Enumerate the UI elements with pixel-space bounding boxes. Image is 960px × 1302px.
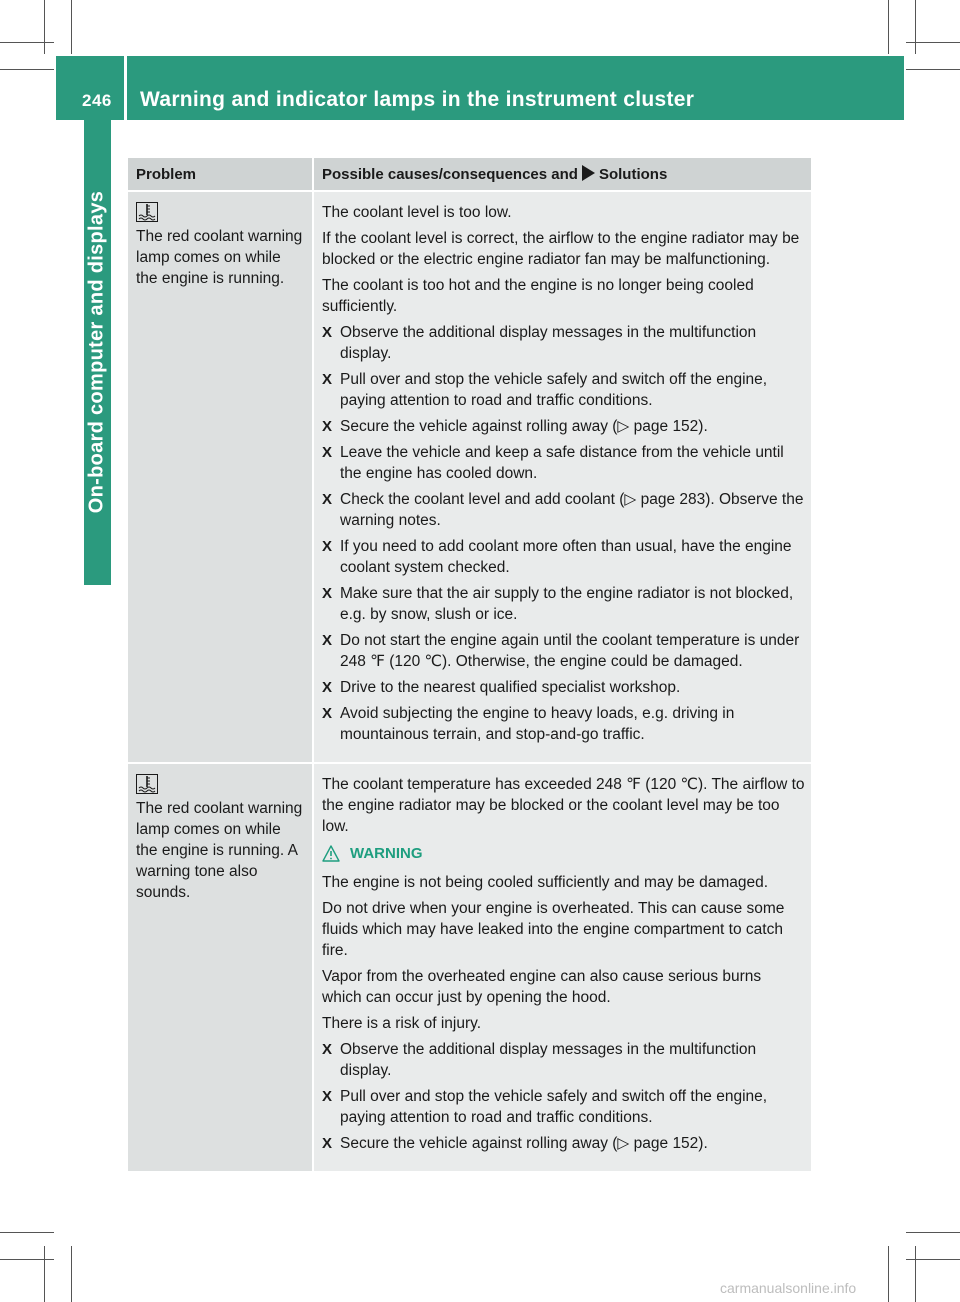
warning-lamp-table	[128, 158, 811, 1171]
action-bullet-icon: X	[322, 444, 333, 461]
crop-mark	[906, 69, 960, 70]
action-item	[322, 677, 805, 698]
page-title: Warning and indicator lamps in the instrument cluster	[140, 88, 695, 111]
crop-mark	[888, 0, 889, 54]
action-text: Drive to the nearest qualified specialist workshop.	[340, 679, 681, 696]
problem-text: The red coolant warning lamp comes on while the engine is running.	[136, 228, 303, 287]
action-text: Pull over and stop the vehicle safely and switch off the engine, paying attention to road and traffic conditions.	[340, 371, 768, 409]
column-header-problem: Problem	[128, 158, 314, 190]
action-item	[322, 583, 805, 625]
crop-mark	[71, 1246, 72, 1302]
crop-mark	[44, 0, 45, 54]
table-header-row	[128, 158, 811, 190]
warning-label: WARNING	[350, 845, 423, 862]
warning-heading	[322, 843, 805, 864]
warning-text: Vapor from the overheated engine can also cause serious burns which can occur just by opening the hood.	[322, 968, 762, 1006]
action-arrow-icon	[582, 165, 595, 181]
problem-text: The red coolant warning lamp comes on while the engine is running. A warning tone also sounds.	[136, 800, 303, 901]
action-bullet-icon: X	[322, 705, 333, 722]
solution-cell	[314, 190, 811, 762]
cause-text: The coolant level is too low.	[322, 204, 512, 221]
column-header-solutions-suffix: Solutions	[598, 166, 668, 183]
action-item	[322, 416, 805, 437]
action-item	[322, 1133, 805, 1154]
action-bullet-icon: X	[322, 1041, 333, 1058]
action-bullet-icon: X	[322, 418, 333, 435]
action-item	[322, 630, 805, 672]
header-divider	[124, 56, 127, 120]
action-bullet-icon: X	[322, 585, 333, 602]
crop-mark	[0, 69, 54, 70]
action-text: Observe the additional display messages in the multifunction display.	[340, 1041, 757, 1079]
action-item	[322, 369, 805, 411]
column-header-solutions-text: Possible causes/consequences and	[322, 166, 578, 183]
cause-text: The coolant temperature has exceeded 248 ℉ (120 ℃). The airflow to the engine radiator may be blocked or the coolant level may be too low.	[322, 776, 805, 835]
crop-mark	[906, 1232, 960, 1233]
action-text: Make sure that the air supply to the engine radiator is not blocked, e.g. by snow, slush or ice.	[340, 585, 794, 623]
action-bullet-icon: X	[322, 538, 333, 555]
action-text: If you need to add coolant more often than usual, have the engine coolant system checked.	[340, 538, 792, 576]
coolant-temperature-icon	[136, 202, 158, 222]
action-text: Check the coolant level and add coolant (▷ page 283). Observe the warning notes.	[340, 491, 804, 529]
action-text: Avoid subjecting the engine to heavy loads, e.g. driving in mountainous terrain, and stop-and-go traffic.	[340, 705, 735, 743]
action-item	[322, 1086, 805, 1128]
action-bullet-icon: X	[322, 1088, 333, 1105]
problem-cell	[128, 190, 314, 762]
crop-mark	[888, 1246, 889, 1302]
crop-mark	[0, 1232, 54, 1233]
warning-text: The engine is not being cooled sufficiently and may be damaged.	[322, 874, 769, 891]
action-item	[322, 322, 805, 364]
crop-mark	[915, 1246, 916, 1302]
warning-triangle-icon	[322, 845, 340, 862]
action-item	[322, 536, 805, 578]
crop-mark	[71, 0, 72, 54]
problem-cell	[128, 762, 314, 1171]
cause-text: If the coolant level is correct, the airflow to the engine radiator may be blocked or the electric engine radiator fan may be malfunctioning.	[322, 230, 800, 268]
action-text: Observe the additional display messages in the multifunction display.	[340, 324, 757, 362]
crop-mark	[915, 0, 916, 54]
crop-mark	[0, 42, 54, 43]
action-item	[322, 703, 805, 745]
action-item	[322, 489, 805, 531]
action-bullet-icon: X	[322, 324, 333, 341]
page-number: 246	[82, 91, 112, 110]
action-item	[322, 442, 805, 484]
solution-cell	[314, 762, 811, 1171]
crop-mark	[44, 1246, 45, 1302]
action-bullet-icon: X	[322, 491, 333, 508]
column-header-solutions	[314, 158, 811, 190]
action-bullet-icon: X	[322, 679, 333, 696]
action-text: Leave the vehicle and keep a safe distance from the vehicle until the engine has cooled down.	[340, 444, 784, 482]
action-text: Secure the vehicle against rolling away (▷ page 152).	[340, 1135, 708, 1152]
action-text: Do not start the engine again until the coolant temperature is under 248 ℉ (120 ℃). Otherwise, the engine could be damaged.	[340, 632, 800, 670]
table-row	[128, 190, 811, 762]
side-tab-label: On-board computer and displays	[85, 190, 108, 514]
crop-mark	[0, 1259, 54, 1260]
action-text: Secure the vehicle against rolling away (▷ page 152).	[340, 418, 708, 435]
action-bullet-icon: X	[322, 1135, 333, 1152]
action-bullet-icon: X	[322, 371, 333, 388]
action-text: Pull over and stop the vehicle safely and switch off the engine, paying attention to road and traffic conditions.	[340, 1088, 768, 1126]
watermark: carmanualsonline.info	[720, 1280, 857, 1296]
table-row	[128, 762, 811, 1171]
warning-text: There is a risk of injury.	[322, 1015, 482, 1032]
action-bullet-icon: X	[322, 632, 333, 649]
warning-text: Do not drive when your engine is overheated. This can cause some fluids which may have leaked into the engine compartment to catch fire.	[322, 900, 785, 959]
action-item	[322, 1039, 805, 1081]
coolant-temperature-icon	[136, 774, 158, 794]
cause-text: The coolant is too hot and the engine is no longer being cooled sufficiently.	[322, 277, 754, 315]
